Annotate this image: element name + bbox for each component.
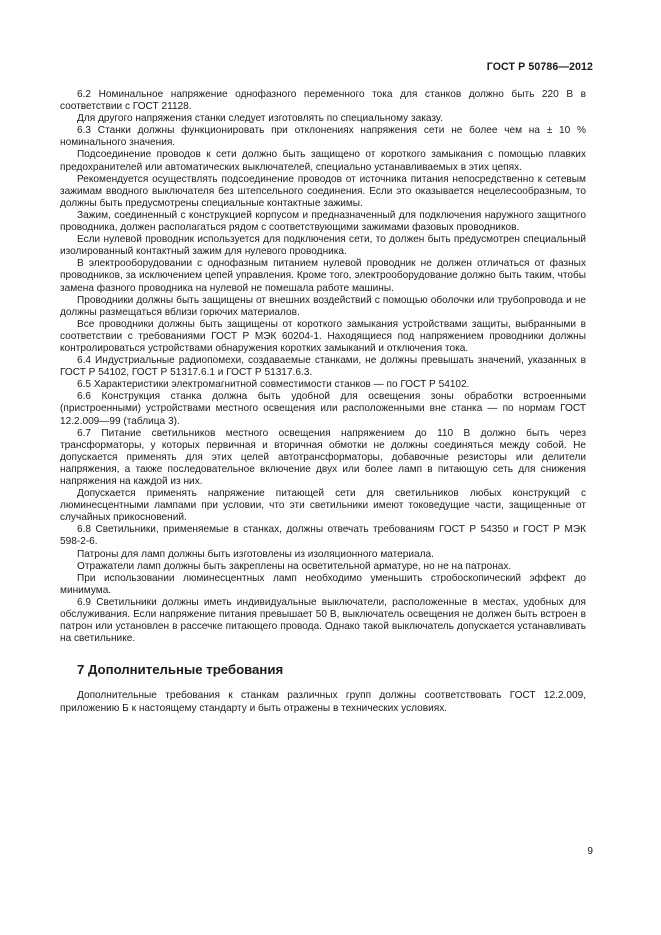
paragraph: Патроны для ламп должны быть изготовлены из изоляционного материала.: [77, 548, 434, 560]
paragraph: Зажим, соединенный с конструкцией корпусом и предназначенный для подключения наружного защитного проводника, должен располагаться рядом с соответствующими зажимами фазовых проводников.: [60, 209, 586, 234]
paragraph: Рекомендуется осуществлять подсоединение проводов от источника питания непосредственно к сетевым зажимам вводного выключателя без штепсельного соединения. Если это оказывается нецелесообразным, то должны быть предусмотрены специальные контактные зажимы.: [60, 173, 586, 209]
paragraph-6-8: 6.8 Светильники, применяемые в станках, должны отвечать требованиям ГОСТ Р 54350 и ГОСТ Р МЭК 598-2-6.: [60, 524, 586, 548]
paragraph: Для другого напряжения станки следует изготовлять по специальному заказу.: [77, 113, 443, 125]
paragraph: В электрооборудовании с однофазным питанием нулевой проводник не должен отличаться от фазных проводников, за исключением цепей управления. Кроме того, электрооборудование должно быть таким, чтобы замена фазного проводника на нулевой не помешала работе машины.: [60, 258, 586, 294]
paragraph-6-9: 6.9 Светильники должны иметь индивидуальные выключатели, расположенные в местах, удобных для обслуживания. Если напряжение питания превышает 50 В, выключатель освещения не должен быть встроен в патрон или установлен в рассечке питающего провода. Однако такой выключатель допускается устанавливать на светильнике.: [60, 596, 586, 645]
section-7-heading: 7 Дополнительные требования: [77, 662, 284, 678]
section-7-paragraph: Дополнительные требования к станкам различных групп должны соответствовать ГОСТ 12.2.009, приложению Б к настоящему стандарту и быть отражены в технических условиях.: [60, 690, 586, 714]
standard-header: ГОСТ Р 50786—2012: [486, 61, 593, 73]
paragraph: Допускается применять напряжение питающей сети для светильников любых конструкций с люминесцентными лампами при условии, что эти светильники имеют токоведущие части, защищенные от случайных прикосновений.: [60, 488, 586, 524]
paragraph-6-7: 6.7 Питание светильников местного освещения напряжением до 110 В должно быть через трансформаторы, у которых первичная и вторичная обмотки не должны соединяться между собой. Не допускается применять для этих целей автотрансформаторы, добавочные резисторы или делители напряжения, а также последовательное включение двух или более ламп в питающую сеть для снижения напряжения на каждой из них.: [60, 427, 586, 487]
paragraph-6-5: 6.5 Характеристики электромагнитной совместимости станков — по ГОСТ Р 54102.: [77, 379, 470, 391]
paragraph: При использовании люминесцентных ламп необходимо уменьшить стробоскопический эффект до минимума.: [60, 572, 586, 596]
paragraph-6-6: 6.6 Конструкция станка должна быть удобной для освещения зоны обработки встроенными (пристроенными) устройствами местного освещения или расположенными вне станка — по нормам ГОСТ 12.2.009—99 (таблица 3).: [60, 391, 586, 427]
paragraph: Подсоединение проводов к сети должно быть защищено от короткого замыкания с помощью плавких предохранителей или автоматических выключателей, специально устанавливаемых в этих цепях.: [60, 149, 586, 173]
paragraph-6-4: 6.4 Индустриальные радиопомехи, создаваемые станками, не должны превышать значений, указанных в ГОСТ Р 54102, ГОСТ Р 51317.6.1 и ГОСТ Р 51317.6.3.: [60, 355, 586, 379]
paragraph: Все проводники должны быть защищены от короткого замыкания устройствами защиты, выбранными в соответствии с требованиями ГОСТ Р МЭК 60204-1. Находящиеся под напряжением проводники должны контролироваться устройствами обнаружения коротких замыканий и отключения тока.: [60, 318, 586, 354]
document-body: [60, 89, 586, 715]
paragraph: Проводники должны быть защищены от внешних воздействий с помощью оболочки или трубопровода и не должны размещаться вблизи горючих материалов.: [60, 294, 586, 318]
paragraph-6-3: 6.3 Станки должны функционировать при отклонениях напряжения сети не более чем на ± 10 % номинального значения.: [60, 125, 586, 149]
paragraph-6-2: 6.2 Номинальное напряжение однофазного переменного тока для станков должно быть 220 В в соответствии с ГОСТ 21128.: [60, 89, 586, 113]
paragraph: Отражатели ламп должны быть закреплены на осветительной арматуре, но не на патронах.: [77, 560, 512, 572]
paragraph: Если нулевой проводник используется для подключения сети, то должен быть предусмотрен специальный изолированный контактный зажим для нулевого проводника.: [60, 234, 586, 258]
page-number: 9: [587, 846, 593, 857]
